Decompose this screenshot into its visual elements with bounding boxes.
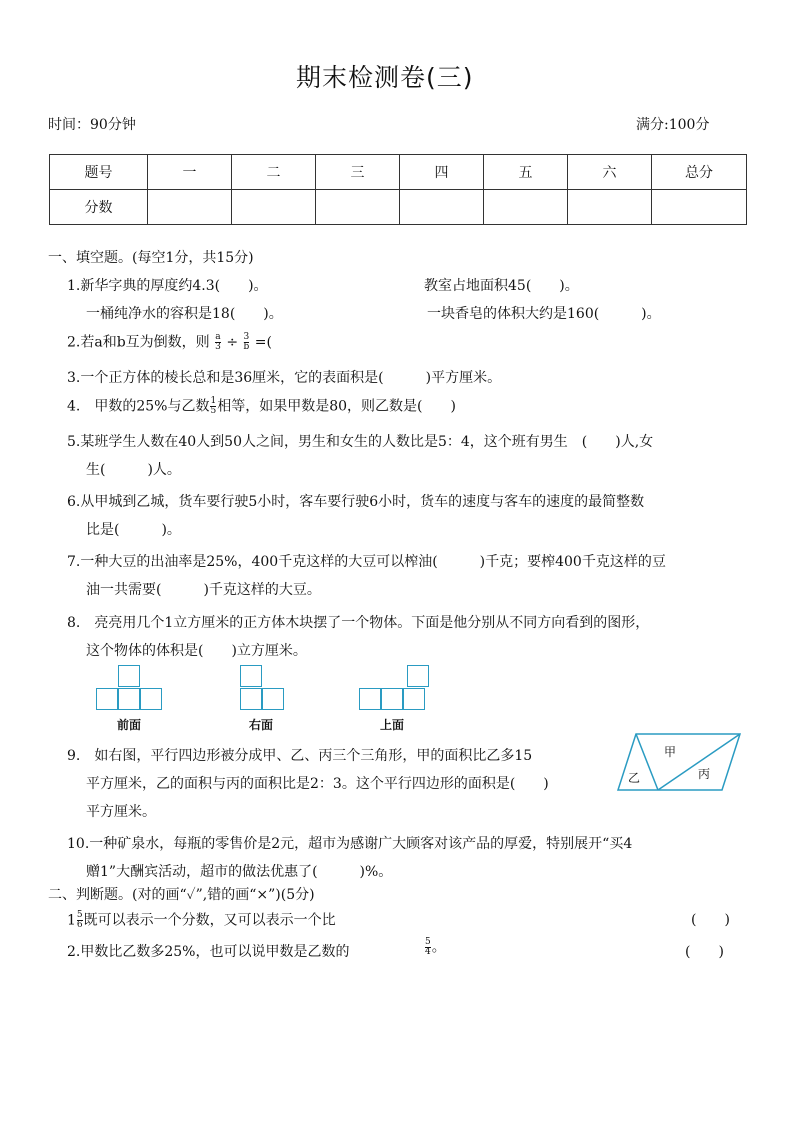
- fraction-denominator: 5: [210, 406, 217, 416]
- question-6b: 比是( )。: [86, 522, 181, 538]
- cube-square: [118, 665, 140, 687]
- score-cell[interactable]: [232, 190, 316, 225]
- fraction-numerator: a: [215, 332, 221, 342]
- fraction-denominator: 4: [425, 947, 431, 957]
- cube-square: [381, 688, 403, 710]
- score-cell[interactable]: [484, 190, 568, 225]
- question-8b: 这个物体的体积是( )立方厘米。: [86, 643, 307, 659]
- judge-2-text: 2.甲数比乙数多25%，也可以说甲数是乙数的: [67, 944, 350, 960]
- question-2: [67, 333, 272, 352]
- fraction-denominator: b: [243, 342, 250, 352]
- question-4-text: 4. 甲数的25%与乙数: [67, 398, 210, 415]
- score-header-cell: 题号: [50, 155, 148, 190]
- judge-2-answer-paren[interactable]: ( ): [685, 944, 724, 960]
- divide-sign: ÷: [226, 334, 239, 351]
- time-label: 时间：90分钟: [48, 117, 136, 133]
- judge-1-number: 1: [67, 912, 76, 929]
- question-10a: 10.一种矿泉水，每瓶的零售价是2元，超市为感谢广大顾客对该产品的厚爱，特别展开“买4: [67, 836, 633, 852]
- judge-2-fraction-wrap: [424, 938, 446, 957]
- score-header-cell: 五: [484, 155, 568, 190]
- question-2-tail: =(: [254, 334, 272, 351]
- section2-heading: 二、判断题。(对的画“✓”,错的画“×”)(5分): [48, 887, 315, 903]
- cube-square: [240, 665, 262, 687]
- cube-square: [359, 688, 381, 710]
- page-title: 期末检测卷(三): [296, 63, 474, 92]
- score-header-cell: 一: [148, 155, 232, 190]
- score-table-score-row: [50, 190, 747, 225]
- fraction-numerator: 3: [243, 332, 250, 342]
- top-view-label: 上面: [380, 718, 405, 732]
- triangle-label-jia: 甲: [664, 745, 677, 759]
- question-1a: 1.新华字典的厚度约4.3( )。: [67, 278, 268, 294]
- cube-square: [262, 688, 284, 710]
- question-6a: 6.从甲城到乙城，货车要行驶5小时，客车要行驶6小时，货车的速度与客车的速度的最简整数: [67, 494, 645, 510]
- judge-1-text: 既可以表示一个分数，又可以表示一个比: [83, 912, 336, 929]
- fraction-denominator: 6: [76, 920, 83, 930]
- question-7a: 7.一种大豆的出油率是25%，400千克这样的大豆可以榨油( )千克；要榨400千克这样的豆: [67, 554, 666, 570]
- score-cell[interactable]: [652, 190, 747, 225]
- score-cell[interactable]: [568, 190, 652, 225]
- cube-square: [240, 688, 262, 710]
- judge-1-answer-paren[interactable]: ( ): [691, 912, 730, 928]
- cube-square: [96, 688, 118, 710]
- score-header-cell: 六: [568, 155, 652, 190]
- score-header-cell: 四: [400, 155, 484, 190]
- front-view-label: 前面: [117, 718, 142, 732]
- cube-square: [407, 665, 429, 687]
- fraction-denominator: 3: [215, 342, 221, 352]
- question-1d: 一块香皂的体积大约是160( )。: [427, 306, 661, 322]
- judge-1: [67, 911, 336, 930]
- right-view-label: 右面: [249, 718, 274, 732]
- question-5a: 5.某班学生人数在40人到50人之间，男生和女生的人数比是5：4，这个班有男生 ( )人,女: [67, 434, 654, 450]
- score-table: [49, 154, 747, 225]
- score-cell[interactable]: [316, 190, 400, 225]
- score-row-label: 分数: [50, 190, 148, 225]
- cube-square: [403, 688, 425, 710]
- score-label: 满分:100分: [636, 117, 710, 133]
- question-10b: 赠1”大酬宾活动，超市的做法优惠了( )%。: [86, 864, 393, 880]
- score-cell[interactable]: [400, 190, 484, 225]
- fraction: [77, 911, 83, 930]
- triangle-label-yi: 乙: [628, 771, 641, 785]
- fraction-numerator: 1: [210, 396, 217, 406]
- score-header-cell: 三: [316, 155, 400, 190]
- fraction-numerator: 5: [76, 910, 83, 920]
- question-5b: 生( )人。: [86, 462, 181, 478]
- fraction: [210, 397, 216, 416]
- parallelogram-divider: [658, 734, 740, 790]
- question-9c: 平方厘米。: [86, 804, 156, 820]
- fraction: [425, 938, 431, 957]
- question-1b: 教室占地面积45( )。: [424, 278, 579, 294]
- question-4-tail: 相等，如果甲数是80，则乙数是( ): [217, 398, 456, 415]
- cube-square: [118, 688, 140, 710]
- score-table-header-row: [50, 155, 747, 190]
- parallelogram-figure: [616, 730, 746, 794]
- triangle-label-bing: 丙: [698, 767, 711, 781]
- question-9a: 9. 如右图，平行四边形被分成甲、乙、丙三个三角形，甲的面积比乙多15: [67, 748, 533, 764]
- question-1c: 一桶纯净水的容积是18( )。: [86, 306, 283, 322]
- score-header-cell: 总分: [652, 155, 747, 190]
- question-7b: 油一共需要( )千克这样的大豆。: [86, 582, 321, 598]
- fraction: [215, 333, 221, 352]
- question-8a: 8. 亮亮用几个1立方厘米的正方体木块摆了一个物体。下面是他分别从不同方向看到的图形，: [67, 615, 650, 631]
- fraction-numerator: 5: [425, 937, 431, 947]
- fraction: [244, 333, 250, 352]
- question-2-text: 2.若a和b互为倒数，则: [67, 334, 210, 351]
- score-header-cell: 二: [232, 155, 316, 190]
- cube-square: [140, 688, 162, 710]
- question-3: 3.一个正方体的棱长总和是36厘米，它的表面积是( )平方厘米。: [67, 370, 502, 386]
- score-cell[interactable]: [148, 190, 232, 225]
- judge-2-tail: 。: [431, 939, 446, 956]
- section1-heading: 一、填空题。(每空1分，共15分): [48, 250, 254, 266]
- question-9b: 平方厘米，乙的面积与丙的面积比是2：3。这个平行四边形的面积是( ): [86, 776, 549, 792]
- question-4: [67, 397, 456, 416]
